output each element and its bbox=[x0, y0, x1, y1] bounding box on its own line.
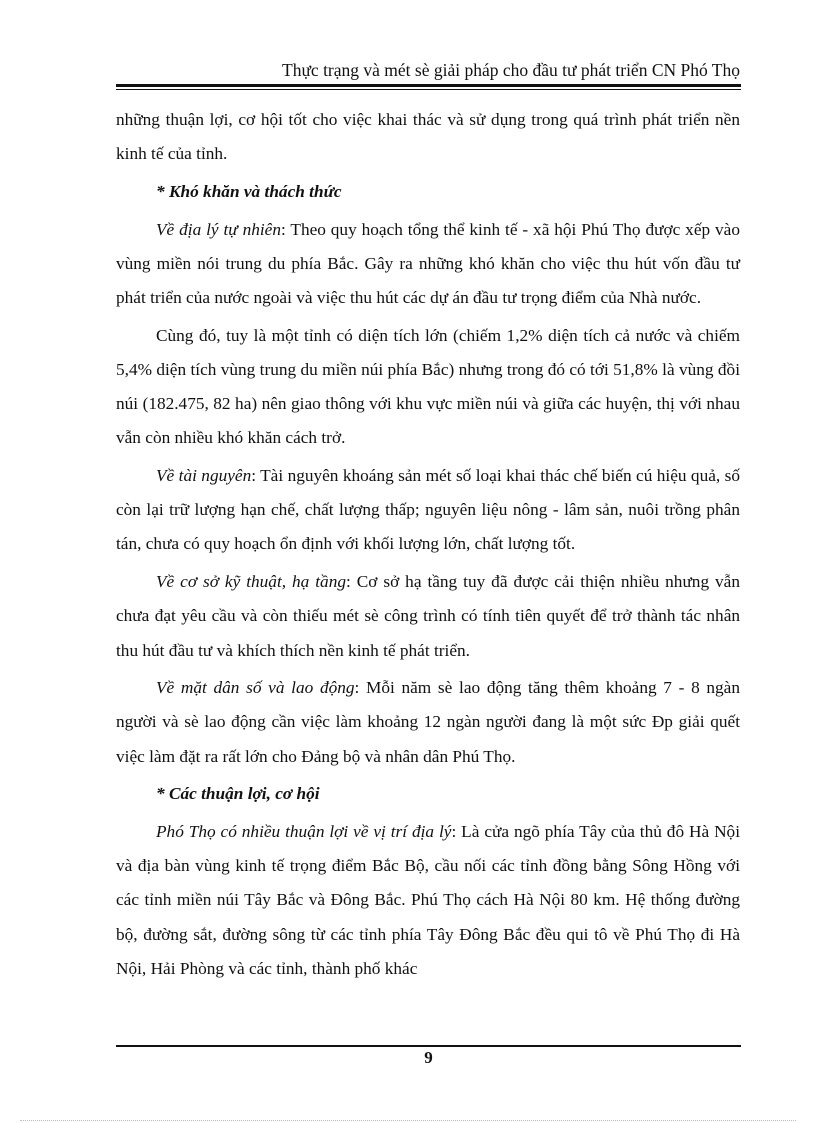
paragraph-continuation: những thuận lợi, cơ hội tốt cho việc khai thác và sử dụng trong quá trình phát triển nền kinh tế của tỉnh. bbox=[116, 110, 740, 164]
paragraph-natural-geography bbox=[116, 213, 740, 316]
page-number: 9 bbox=[424, 1048, 433, 1067]
paragraph-infrastructure bbox=[116, 565, 740, 668]
lead-natural-geography: Về địa lý tự nhiên bbox=[156, 219, 281, 239]
header-rule-thin bbox=[116, 89, 741, 90]
lead-location: Phó Thọ có nhiều thuận lợi về vị trí địa lý bbox=[156, 822, 452, 842]
paragraph-location bbox=[116, 815, 740, 986]
page-body bbox=[116, 103, 740, 990]
text-resources: : Tài nguyên khoáng sản mét số loại khai thác chế biến cú hiệu quả, số còn lại trữ lượng hạn chế, chất lượng thấp; nguyên liệu nông - lâm sản, nuôi trồng phân tán, chưa có quy hoạch ổn định với khối lượng lớn, chất lượng tốt. bbox=[116, 466, 740, 554]
page-edge-divider bbox=[20, 1120, 796, 1121]
paragraph-labor bbox=[116, 671, 740, 774]
footer-rule bbox=[116, 1045, 741, 1047]
lead-labor: Về mặt dân số và lao động bbox=[156, 678, 355, 698]
text-labor: : Mỗi năm sè lao động tăng thêm khoảng 7 - 8 ngàn người và sè lao động cần việc làm khoảng 12 ngàn người đang là một sức Ðp giải quết việc làm đặt ra rất lớn cho Đảng bộ và nhân dân Phú Thọ. bbox=[116, 678, 740, 766]
text-natural-geography: : Theo quy hoạch tổng thể kinh tế - xã hội Phú Thọ được xếp vào vùng miền nói trung du phía Bắc. Gây ra những khó khăn cho việc thu hút vốn đầu tư phát triển của nước ngoài và việc thu hút các dự án đầu tư trọng điểm của Nhà nước. bbox=[116, 219, 740, 308]
paragraph-area: Cùng đó, tuy là một tỉnh có diện tích lớn (chiếm 1,2% diện tích cả nước và chiếm 5,4% diện tích vùng trung du miền núi phía Bắc) nhưng trong đó có tới 51,8% là vùng đồi núi (182.475, 82 ha) nên giao thông với khu vực miền núi và giữa các huyện, thị với nhau vẫn còn nhiều khó khăn cách trở. bbox=[116, 325, 740, 448]
text-infrastructure: : Cơ sở hạ tầng tuy đã được cải thiện nhiều nhưng vẫn chưa đạt yêu cầu và còn thiếu mét sè công trình có tính tiên quyết để trở thành tác nhân thu hút đầu tư và khích thích nền kinh tế phát triển. bbox=[116, 572, 740, 660]
section-heading-opportunities: * Các thuận lợi, cơ hội bbox=[156, 784, 320, 804]
paragraph-resources bbox=[116, 459, 740, 562]
text-location: : Là cửa ngõ phía Tây của thủ đô Hà Nội và địa bàn vùng kinh tế trọng điểm Bắc Bộ, cầu nối các tỉnh đồng bằng Sông Hồng với các tỉnh miền núi Tây Bắc và Đông Bắc. Phú Thọ cách Hà Nội 80 km. Hệ thống đường bộ, đường sắt, đường sông từ các tỉnh phía Tây Đông Bắc đều qui tô về Phú Thọ đi Hà Nội, Hải Phòng và các tỉnh, thành phố khác bbox=[116, 822, 740, 978]
running-header: Thực trạng và mét sè giải pháp cho đầu tư phát triển CN Phó Thọ bbox=[282, 60, 740, 80]
header-rule-thick bbox=[116, 84, 741, 87]
lead-infrastructure: Về cơ sở kỹ thuật, hạ tầng bbox=[156, 572, 346, 592]
section-heading-difficulties: * Khó khăn và thách thức bbox=[156, 181, 342, 201]
lead-resources: Về tài nguyên bbox=[156, 466, 252, 486]
